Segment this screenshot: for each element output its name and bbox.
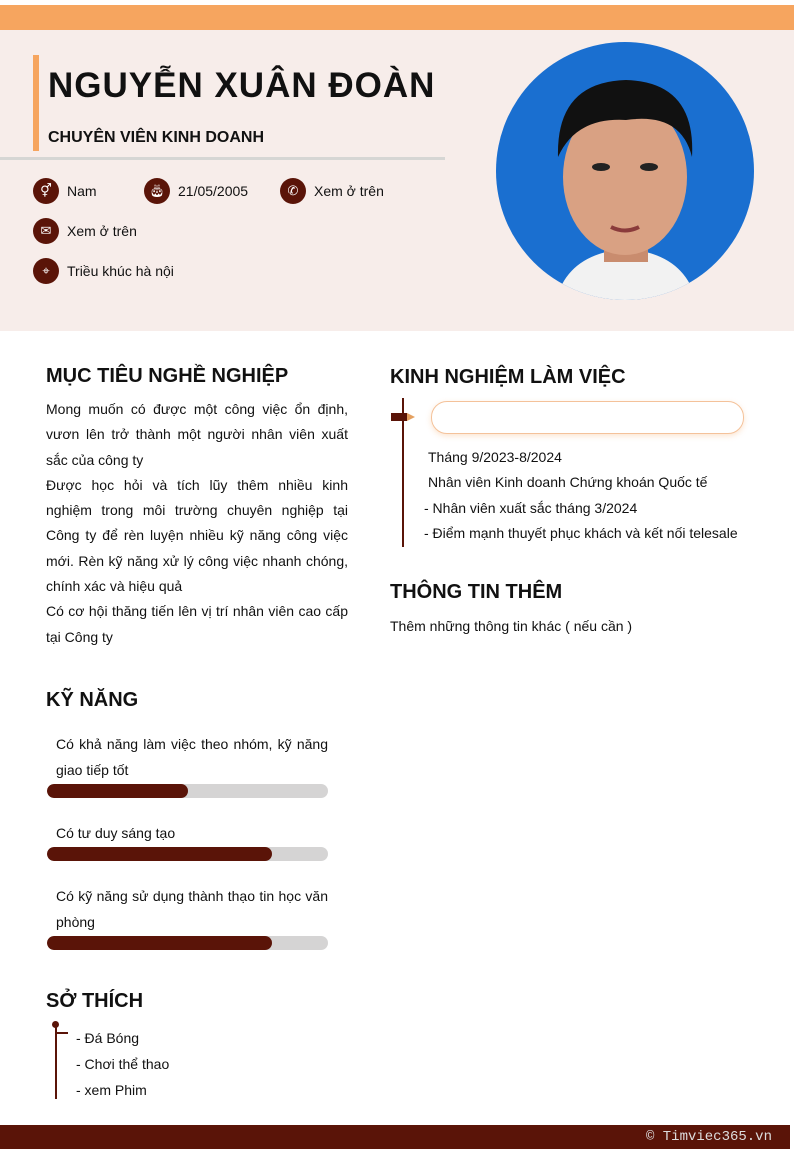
hobbies-list [76,1025,169,1103]
info-gender [33,178,97,204]
job-title: CHUYÊN VIÊN KINH DOANH [48,129,265,146]
experience-heading: KINH NGHIỆM LÀM VIỆC [390,366,626,388]
footer [0,1125,790,1149]
info-text: Triều khúc hà nội [67,263,174,279]
skill-bar [47,936,328,950]
skill-bar-fill [47,936,272,950]
info-birthday [144,178,248,204]
name-accent-bar [33,55,39,151]
experience-detail: - Điểm mạnh thuyết phục khách và kết nối telesale [424,524,738,541]
experience-position: Nhân viên Kinh doanh Chứng khoán Quốc tế [428,474,708,491]
objective-text [46,397,348,650]
hobbies-heading: SỞ THÍCH [46,990,144,1012]
info-text: Xem ở trên [67,223,137,239]
skill-bar-fill [47,784,188,798]
skills-heading: KỸ NĂNG [46,689,139,711]
skill-label: Có khả năng làm việc theo nhóm, kỹ năng giao tiếp tốt [56,736,328,778]
experience-detail: - Nhân viên xuất sắc tháng 3/2024 [424,499,638,516]
candidate-name: NGUYỄN XUÂN ĐOÀN [48,66,436,105]
skill-bar-fill [47,847,272,861]
hobbies-timeline [55,1024,57,1099]
objective-line: Mong muốn có được một công việc ổn định, vươn lên trở thành một người nhân viên xuất sắc của công ty [46,401,348,468]
objective-heading: MỤC TIÊU NGHỀ NGHIỆP [46,365,289,387]
skill-label: Có tư duy sáng tạo [56,825,176,841]
timeline-tick [56,1032,68,1034]
profile-photo [496,42,754,300]
info-email [33,218,137,244]
timeline-dot [52,1021,59,1028]
timeline-marker [391,413,407,421]
divider [0,157,445,160]
extra-info-heading: THÔNG TIN THÊM [390,581,563,603]
hobby-item: - Đá Bóng [76,1030,140,1046]
experience-period: Tháng 9/2023-8/2024 [428,449,562,465]
info-phone [280,178,384,204]
experience-details [424,445,738,546]
email-icon: ✉ [33,218,59,244]
top-accent-bar [0,5,794,30]
extra-info-text: Thêm những thông tin khác ( nếu cần ) [390,618,633,634]
info-text: 21/05/2005 [178,183,249,199]
hobby-item: - Chơi thể thao [76,1056,170,1072]
footer-copyright[interactable]: © Timviec365.vn [645,1129,772,1145]
info-address [33,258,174,284]
info-text: Xem ở trên [314,183,384,199]
skill-label: Có kỹ năng sử dụng thành thạo tin học văn phòng [56,888,328,930]
objective-line: Được học hỏi và tích lũy thêm nhiều kinh nghiệm trong môi trường chuyên nghiệp tại Công ty để rèn luyện nhiều kỹ năng công việc mới. Rèn kỹ năng xử lý công việc nhanh chóng, chính xác và hiệu quả [46,476,348,595]
phone-icon: ✆ [280,178,306,204]
objective-line: Có cơ hội thăng tiến lên vị trí nhân viên cao cấp tại Công ty [46,603,348,645]
experience-company-box [431,401,744,434]
skill-bar [47,847,328,861]
hobby-item: - xem Phim [76,1082,147,1098]
gender-icon: ⚥ [33,178,59,204]
info-text: Nam [67,183,97,199]
map-pin-icon: ⌖ [33,258,59,284]
timeline-arrow [407,413,415,421]
birthday-cake-icon: 🎂︎ [144,178,170,204]
skill-bar [47,784,328,798]
